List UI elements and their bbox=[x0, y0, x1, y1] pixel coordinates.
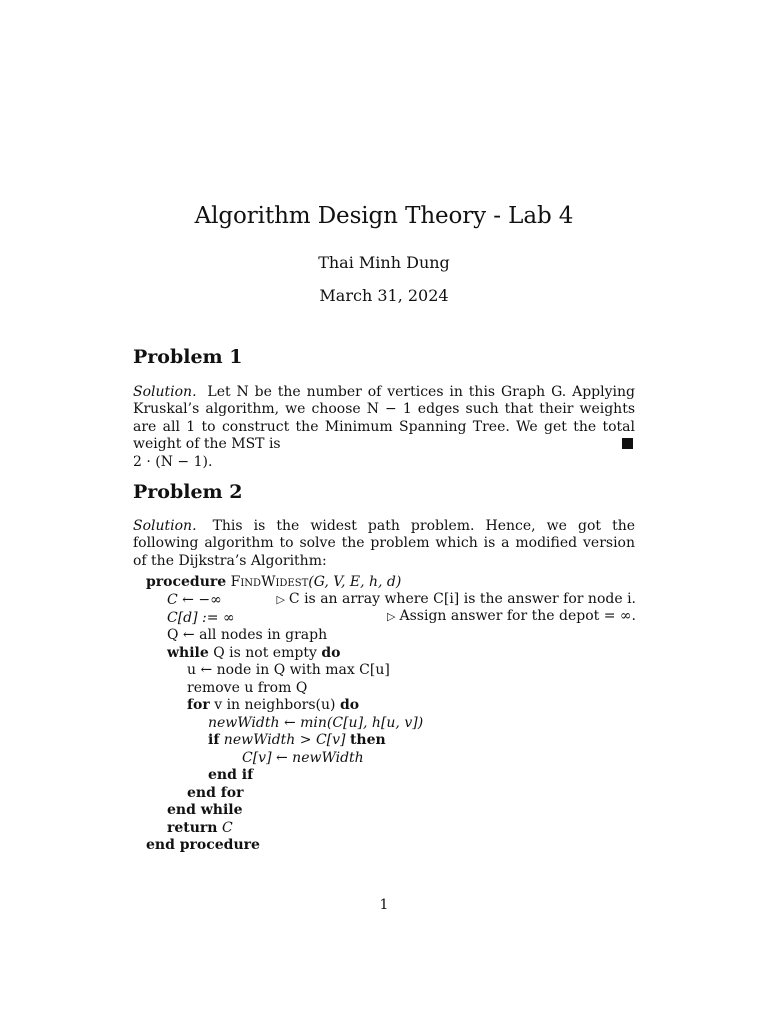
solution-label: Solution. bbox=[133, 384, 197, 400]
problem-1-solution bbox=[133, 384, 635, 471]
algo-line-q-init: Q ← all nodes in graph bbox=[167, 627, 328, 643]
problem-2-heading: Problem 2 bbox=[133, 481, 243, 503]
algo-line-procedure bbox=[146, 573, 401, 591]
document-author: Thai Minh Dung bbox=[318, 253, 450, 272]
algo-line-remove: remove u from Q bbox=[187, 680, 308, 696]
comment-triangle-icon: ▷ bbox=[387, 610, 396, 623]
procedure-args: (G, V, E, h, d) bbox=[308, 574, 402, 590]
document-title: Algorithm Design Theory - Lab 4 bbox=[194, 203, 574, 229]
solution-label: Solution. bbox=[133, 518, 197, 534]
solution-formula: 2 · (N − 1). bbox=[133, 453, 213, 470]
algo-line-for: for v in neighbors(u) do bbox=[187, 697, 360, 713]
algo-line-end-while: end while bbox=[167, 802, 243, 818]
algo-line-update: C[v] ← newWidth bbox=[242, 750, 364, 766]
algo-line-if: if newWidth > C[v] then bbox=[208, 732, 386, 748]
algo-line-return: return C bbox=[167, 820, 233, 836]
solution-text: This is the widest path problem. Hence, we got the following algorithm to solve the problem which is a modified version of the Dijkstra’s Algorithm: bbox=[133, 518, 635, 569]
problem-2-solution bbox=[133, 518, 635, 570]
comment-triangle-icon: ▷ bbox=[276, 593, 285, 606]
algo-line-end-procedure: end procedure bbox=[146, 837, 260, 853]
keyword: procedure bbox=[146, 574, 227, 590]
algo-line-end-if: end if bbox=[208, 767, 254, 783]
algo-line-newwidth: newWidth ← min(C[u], h[u, v]) bbox=[208, 715, 424, 731]
solution-text: Let N be the number of vertices in this Graph G. Applying Kruskal’s algorithm, we choose N − 1 edges such that their weights are all 1 to construct the Minimum Spanning Tree. We get the total weight of the MST is bbox=[133, 384, 635, 453]
algo-line-while: while Q is not empty do bbox=[167, 645, 341, 661]
page-number: 1 bbox=[379, 897, 389, 913]
document-date: March 31, 2024 bbox=[319, 286, 449, 305]
procedure-name: FindWidest bbox=[230, 574, 309, 590]
algo-line-end-for: end for bbox=[187, 785, 244, 801]
algo-line-u: u ← node in Q with max C[u] bbox=[187, 662, 390, 678]
problem-1-heading: Problem 1 bbox=[133, 346, 243, 368]
algo-comment: ▷ Assign answer for the depot = ∞. bbox=[387, 608, 636, 624]
qed-symbol bbox=[622, 438, 633, 449]
algo-line-c-depot: C[d] := ∞ bbox=[167, 610, 235, 626]
algo-comment: ▷ C is an array where C[i] is the answer for node i. bbox=[276, 591, 636, 607]
algo-line-c-init: C ← −∞ bbox=[167, 592, 222, 608]
